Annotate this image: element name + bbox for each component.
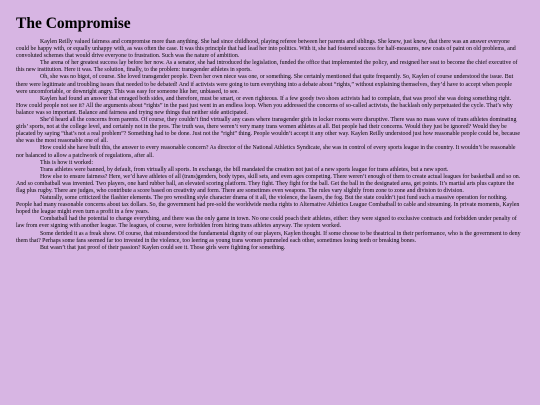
paragraph: She’d heard all the concerns from parents. Of course, they couldn’t find virtually any cases where transgender girls in locker rooms were disruptive. There was no mass wave of trans athletes dominating girls’ sports, not at the college level, and certainly not in the pros. The truth was, there weren’t very many trans women athletes at all. But people had their concerns. Would they just be ignored? Would they be placated by saying “that’s not a real problem”? Something had to be done. Just not the “right” thing. People wouldn’t accept it any other way. Kaylen Reilly understood just how reasonable people could be, because she was the most reasonable one of all. bbox=[16, 117, 521, 145]
paragraph: Some derided it as a freak show. Of course, that misunderstood the fundamental dignity of our players, Kaylen thought. If some choose to be theatrical in their performance, who is the government to deny them that? Perhaps some fans seemed far too invested in the violence, too leering as young trans women pummeled each other, sometimes losing teeth or breaking bones. bbox=[16, 230, 521, 244]
document-body bbox=[16, 39, 524, 252]
paragraph: How could she have built this, the answer to every reasonable concern? As director of the National Athletics Syndicate, she was in control of every sports league in the country. It wouldn’t be reasonable nor balanced to allow a patchwork of regulations, after all. bbox=[16, 145, 516, 159]
paragraph: Naturally, some criticized the flashier elements. The pro wrestling style character drama of it all, the violence, the lasers, the fog. But the state couldn’t just fund such a massive operation for nothing. People had many reasonable concerns about tax dollars. So, the government had pre-sold the worldwide media rights to Alternative Athletics League Combatball to cable and streaming. In private moments, Kaylen hoped the league might even turn a profit in a few years. bbox=[16, 195, 520, 216]
paragraph: But wasn’t that just proof of their passion? Kaylen could see it. Those girls were fighting for something. bbox=[40, 244, 286, 251]
paragraph: This is how it worked: bbox=[40, 159, 94, 166]
paragraph: Kaylen Reilly valued fairness and compromise more than anything. She had since childhood, playing referee between her parents and siblings. She knew, just knew, that there was an answer everyone could be happy with, or equally unhappy with, as was often the case. It was this principle that had lead her into politics. With it, she had fostered success for half-measures, new coats of paint on old problems, and convoluted schemes that would drive everyone to frustration. Such was the nature of ambition. bbox=[16, 39, 516, 60]
paragraph: How else to ensure fairness? Here, we’d have athletes of all (trans)genders, body types, skill sets, and even ages competing. There weren’t enough of them to create actual leagues for basketball and so on. And so combatball was invented. Two players, one hard rubber ball, an elevated scoring platform. They fight. They fight for the ball. Get the ball in the designated area, get points. It’s martial arts plus capture the flag plus rugby. There are judges, who contribute a score based on creativity and form. There are sometimes even weapons. The rules vary slightly from zone to zone and division to division. bbox=[16, 173, 521, 194]
paragraph: Oh, she was no bigot, of course. She loved transgender people. Even her own niece was one, or something. She certainly mentioned that quite frequently. So, Kaylen of course understood the issue. But there were legitimate and troubling issues that needed to be debated! And if activists were going to turn everything into a debate about “rights,” without explaining themselves, they’d have to accept when people were uncomfortable, or downright angry. This was easy for someone like her, unbiased, to see. bbox=[16, 74, 514, 95]
paragraph: Combatball had the potential to change everything, and there was the only game in town. No one could poach their athletes, either: they were signed to exclusive contracts and forbidden under penalty of law from ever signing with another league. The leagues, of course, were forbidden from hiring trans athletes anyway. The system worked. bbox=[16, 216, 517, 230]
document-title: The Compromise bbox=[16, 15, 131, 32]
paragraph: Trans athletes were banned, by default, from virtually all sports. In exchange, the bill mandated the creation not just of a new sports league for trans athletes, but a new sport. bbox=[40, 166, 449, 173]
paragraph: Kaylen had found an answer that enraged both sides, and therefore, must be smart, or even righteous. If a few goody two shoes activists had to complain, that was proof she was doing something right. How could people not see it? All the arguments about “rights” in the past just went in an endless loop. When you addressed the concerns of so-called activists, the backlash only perpetuated the cycle. That’s why balance was so important. Balance and fairness and trying new things that neither side anticipated. bbox=[16, 95, 513, 116]
paragraph: The arena of her greatest success lay before her now. As a senator, she had introduced the legislation, funded the office that implemented the policy, and resigned her seat to become the chief executive of this new institution. Here it was. The solution, finally, to the problem: transgender athletes in sports. bbox=[16, 60, 518, 74]
